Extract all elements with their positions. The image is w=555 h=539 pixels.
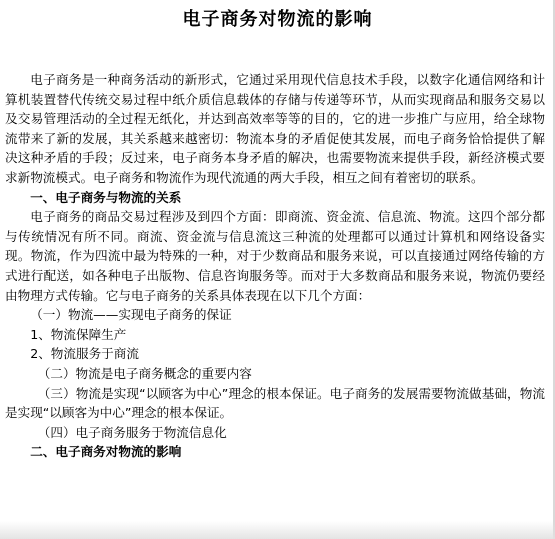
list-item: （四）电子商务服务于物流信息化: [37, 424, 227, 440]
list-item: 1、物流保障生产: [30, 326, 127, 342]
list-item: （二）物流是电子商务概念的重要内容: [37, 365, 252, 381]
section-heading-impact: 二、电子商务对物流的影响: [30, 444, 182, 460]
list-item: （三）物流是实现“以顾客为中心”理念的根本保证。电子商务的发展需要物流做基础，物流是实现“以顾客为中心”理念的根本保证。: [5, 385, 545, 421]
section-relationship-paragraph: 电子商务的商品交易过程涉及到四个方面：即商流、资金流、信息流、物流。这四个部分都与传统情况有所不同。商流、资金流与信息流这三种流的处理都可以通过计算机和网络设备实现。物流，作为四流中最为特殊的一种，对于少数商品和服务来说，可以直接通过网络传输的方式进行配送，如各种电子出版物、信息咨询服务等。而对于大多数商品和服务来说，物流仍要经由物理方式传输。它与电子商务的关系具体表现在以下几个方面：: [5, 209, 545, 303]
document-title: 电子商务对物流的影响: [182, 9, 373, 30]
section-heading-relationship: 一、电子商务与物流的关系: [30, 189, 182, 205]
intro-paragraph: 电子商务是一种商务活动的新形式，它通过采用现代信息技术手段，以数字化通信网络和计算机装置替代传统交易过程中纸介质信息载体的存储与传递等环节，从而实现商品和服务交易以及交易管理活动的全过程无纸化，并达到高效率等等的目的，它的进一步推广与应用，给全球物流带来了新的发展，其关系越来越密切：物流本身的矛盾促使其发展，而电子商务恰恰提供了解决这种矛盾的手段；反过来，电子商务本身矛盾的解决，也需要物流来提供手段，新经济模式要求新物流模式。电子商务和物流作为现代流通的两大手段，相互之间有着密切的联系。: [5, 72, 545, 185]
page-bottom-shadow: [0, 521, 555, 539]
list-item: 2、物流服务于商流: [30, 346, 139, 362]
list-item: （一）物流——实现电子商务的保证: [30, 307, 232, 323]
document-body: [5, 70, 545, 462]
